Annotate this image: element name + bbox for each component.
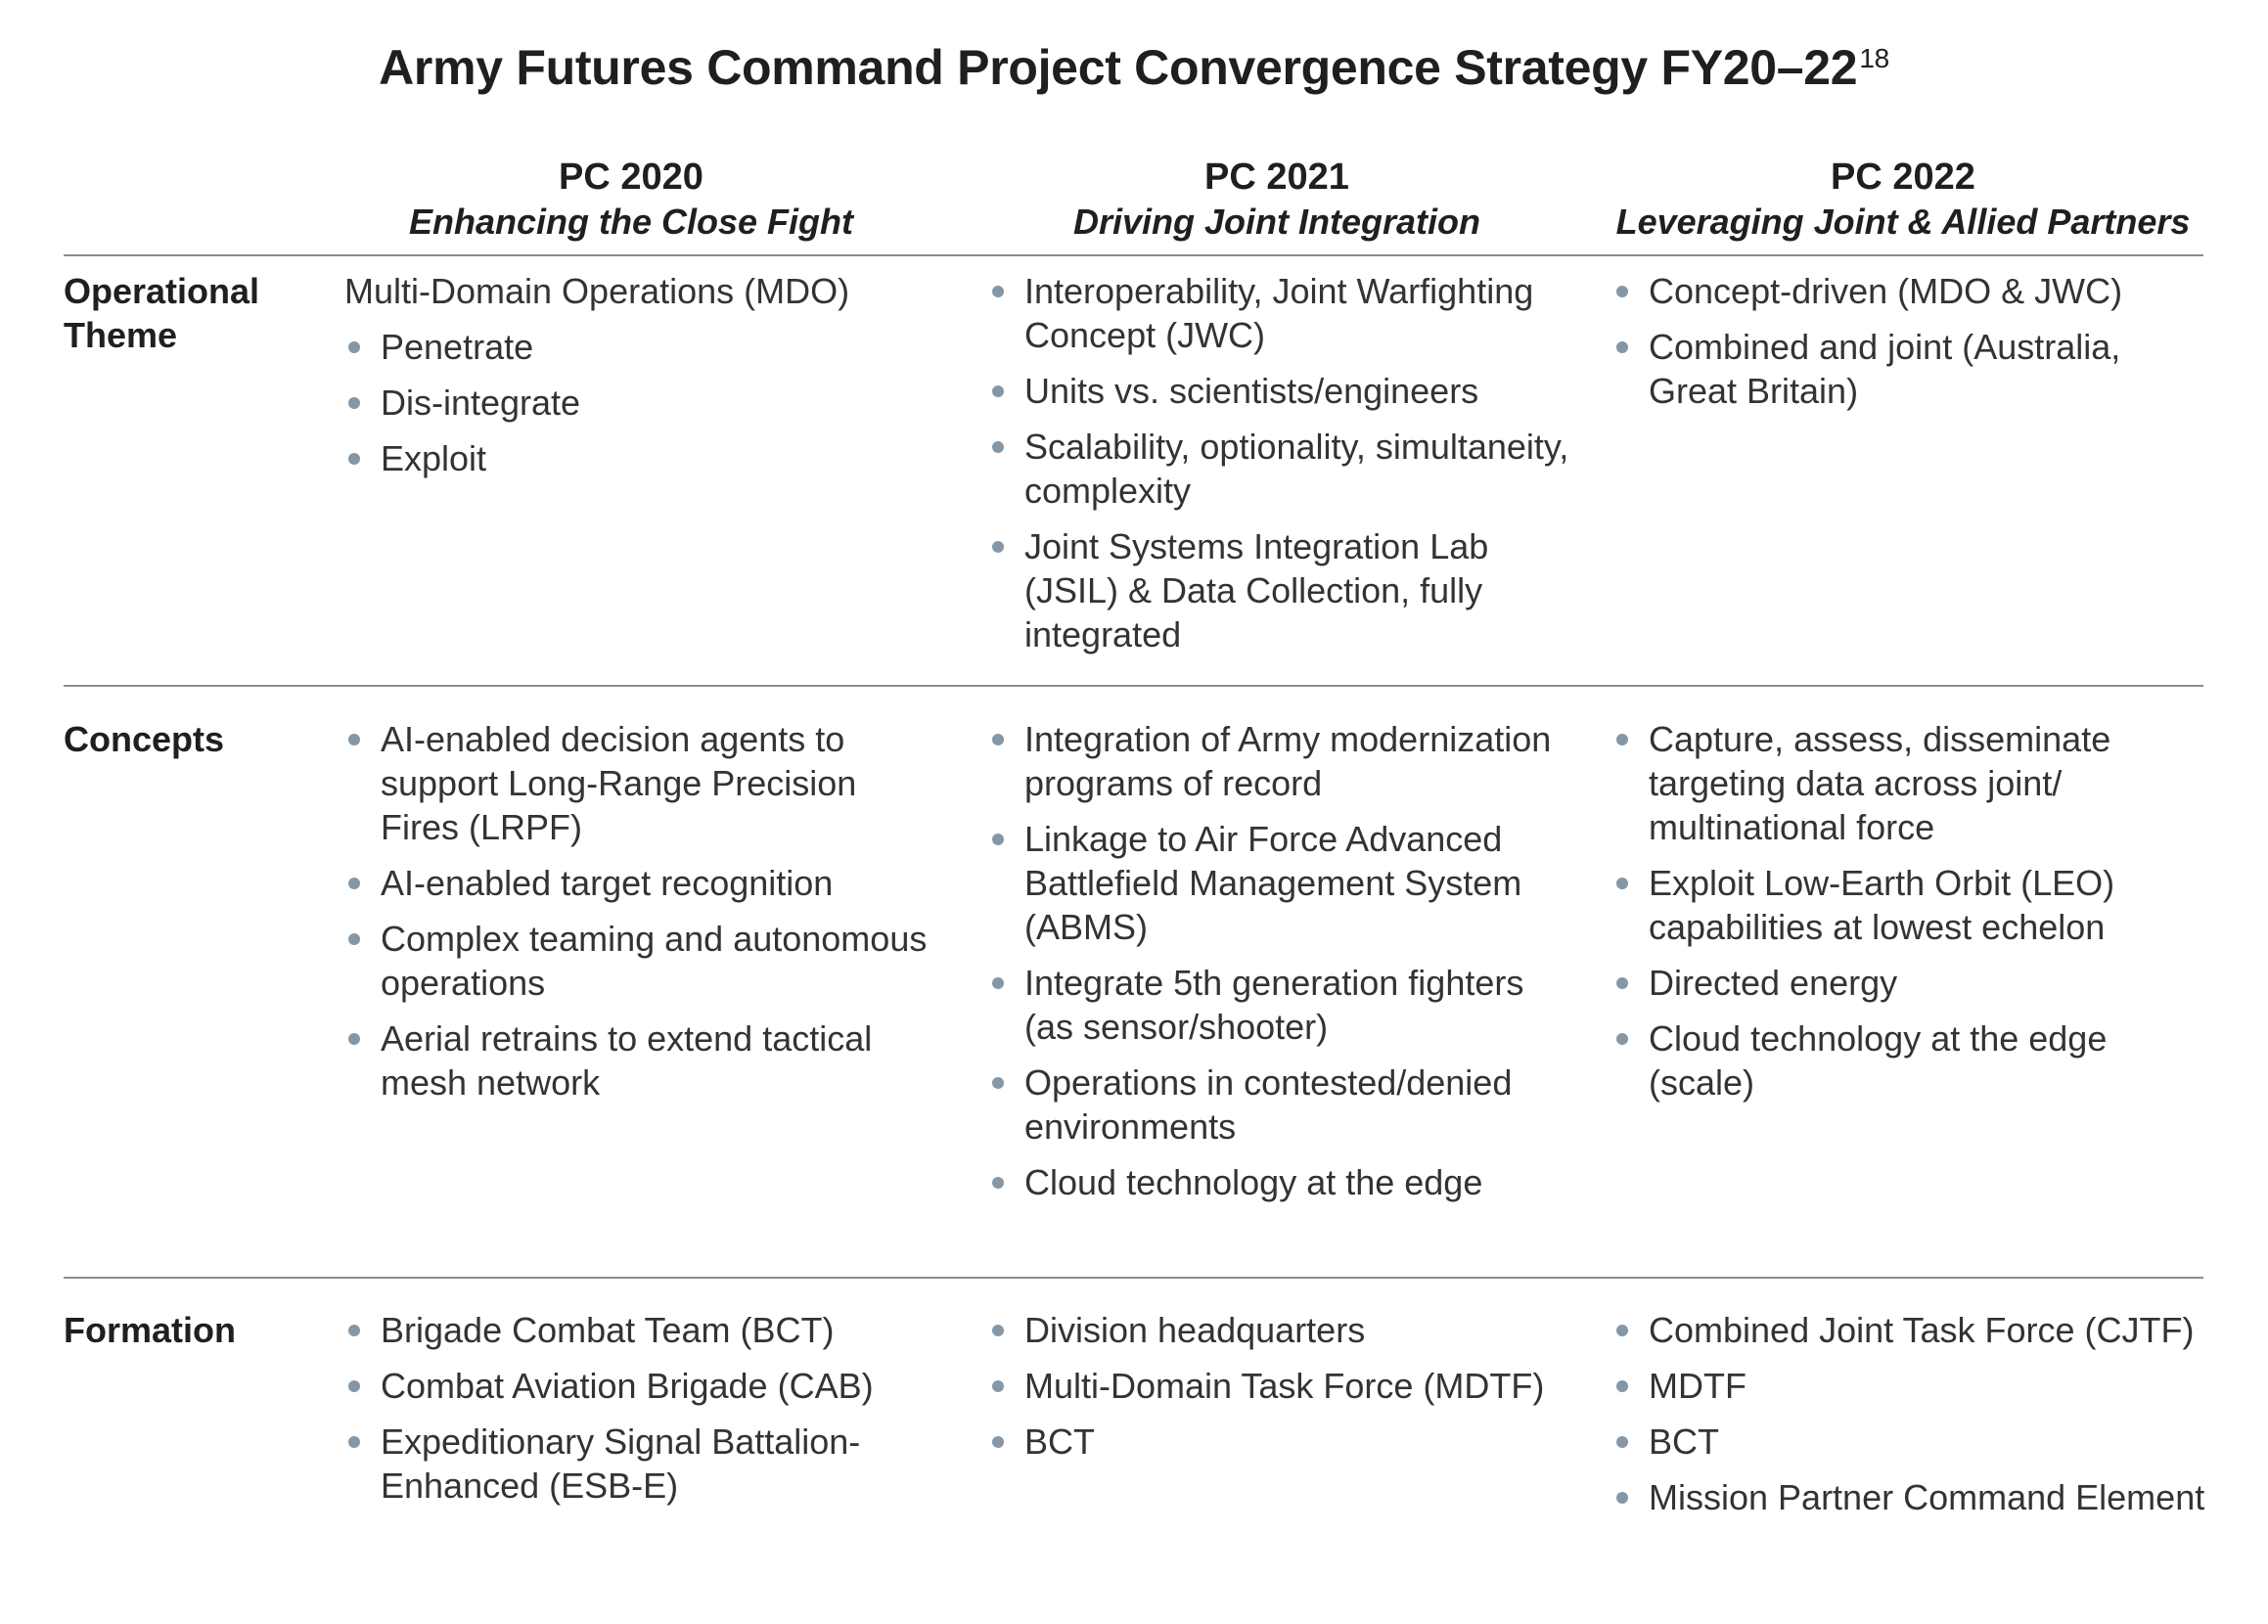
list-item-text: Combat Aviation Brigade (CAB)	[381, 1366, 874, 1406]
list-item-text: Combined Joint Task Force (CJTF)	[1649, 1310, 2195, 1350]
bullet-icon	[992, 1436, 1004, 1448]
bullet-icon	[348, 341, 360, 353]
bullet-list	[1612, 269, 2209, 413]
bullet-icon	[1616, 1436, 1628, 1448]
list-item	[1612, 717, 2209, 849]
bullet-list	[988, 1308, 1575, 1464]
cell-formation-pc2022	[1612, 1308, 2209, 1531]
row-divider	[64, 1277, 2203, 1279]
cell-operational-theme-pc2020	[344, 269, 931, 492]
cell-concepts-pc2022	[1612, 717, 2209, 1116]
list-item	[1612, 1016, 2209, 1105]
header-divider	[64, 254, 2203, 256]
title-footnote: 18	[1859, 43, 1889, 73]
bullet-list	[344, 1308, 931, 1508]
list-item-text: BCT	[1024, 1421, 1095, 1462]
bullet-icon	[992, 1177, 1004, 1189]
list-item-text: Expeditionary Signal Battalion-Enhanced (ESB-E)	[381, 1421, 861, 1506]
column-code: PC 2021	[1204, 157, 1349, 198]
list-item-text: Scalability, optionality, simultaneity, complexity	[1024, 427, 1569, 511]
list-item-text: Exploit	[381, 438, 487, 478]
bullet-list	[1612, 1308, 2209, 1519]
list-item	[988, 1060, 1575, 1149]
column-theme: Enhancing the Close Fight	[408, 202, 853, 242]
list-item-text: Joint Systems Integration Lab (JSIL) & Data Collection, fully integrated	[1024, 526, 1489, 654]
list-item	[988, 369, 1575, 413]
list-item-text: Concept-driven (MDO & JWC)	[1649, 271, 2123, 311]
list-item	[1612, 269, 2209, 313]
bullet-icon	[348, 397, 360, 409]
title-text: Army Futures Command Project Convergence Strategy FY20–22	[379, 40, 1858, 95]
list-item-text: Capture, assess, disseminate targeting data across joint/ multinational force	[1649, 719, 2111, 847]
list-item-text: Interoperability, Joint Warfighting Concept (JWC)	[1024, 271, 1534, 355]
column-code: PC 2020	[559, 157, 703, 198]
list-item	[1612, 1364, 2209, 1408]
row-divider	[64, 685, 2203, 687]
list-item-text: Cloud technology at the edge (scale)	[1649, 1018, 2108, 1103]
bullet-icon	[1616, 341, 1628, 353]
list-item-text: Units vs. scientists/engineers	[1024, 371, 1479, 411]
list-item	[988, 1364, 1575, 1408]
list-item	[988, 1160, 1575, 1204]
bullet-icon	[348, 453, 360, 465]
list-item	[344, 717, 931, 849]
column-header-pc2020	[338, 155, 925, 245]
bullet-icon	[348, 1033, 360, 1045]
bullet-icon	[348, 878, 360, 889]
bullet-list	[988, 269, 1575, 656]
row-label-formation: Formation	[64, 1310, 236, 1350]
bullet-icon	[992, 1077, 1004, 1089]
bullet-icon	[992, 541, 1004, 553]
bullet-icon	[1616, 1325, 1628, 1336]
bullet-list	[344, 717, 931, 1105]
bullet-list	[988, 717, 1575, 1204]
list-item-text: Division headquarters	[1024, 1310, 1366, 1350]
list-item-text: BCT	[1649, 1421, 1719, 1462]
bullet-icon	[992, 286, 1004, 297]
bullet-icon	[1616, 878, 1628, 889]
list-item-text: AI-enabled target recognition	[381, 863, 834, 903]
bullet-icon	[348, 1436, 360, 1448]
list-item-text: Combined and joint (Australia, Great Britain)	[1649, 327, 2121, 411]
bullet-icon	[1616, 1380, 1628, 1392]
bullet-icon	[992, 977, 1004, 989]
list-item	[1612, 1475, 2209, 1519]
cell-concepts-pc2020	[344, 717, 931, 1116]
list-item	[988, 1308, 1575, 1352]
cell-concepts-pc2021	[988, 717, 1575, 1216]
list-item-text: Integration of Army modernization programs of record	[1024, 719, 1552, 803]
list-item-text: Aerial retrains to extend tactical mesh network	[381, 1018, 873, 1103]
list-item	[1612, 325, 2209, 413]
list-item	[1612, 1308, 2209, 1352]
list-item-text: Exploit Low-Earth Orbit (LEO) capabilities at lowest echelon	[1649, 863, 2115, 947]
bullet-icon	[992, 1325, 1004, 1336]
list-item-text: Multi-Domain Task Force (MDTF)	[1024, 1366, 1545, 1406]
bullet-icon	[348, 1380, 360, 1392]
column-code: PC 2022	[1831, 157, 1975, 198]
bullet-icon	[992, 734, 1004, 745]
list-item	[988, 1420, 1575, 1464]
list-item-text: Brigade Combat Team (BCT)	[381, 1310, 835, 1350]
list-item-text: Directed energy	[1649, 963, 1898, 1003]
bullet-icon	[1616, 286, 1628, 297]
bullet-icon	[348, 1325, 360, 1336]
bullet-list	[1612, 717, 2209, 1105]
bullet-icon	[1616, 734, 1628, 745]
bullet-icon	[348, 734, 360, 745]
list-item-text: Complex teaming and autonomous operations	[381, 919, 928, 1003]
list-item	[344, 381, 931, 425]
page-title	[0, 39, 2268, 96]
list-item	[344, 436, 931, 480]
list-item	[988, 817, 1575, 949]
bullet-icon	[1616, 977, 1628, 989]
bullet-icon	[348, 933, 360, 945]
cell-formation-pc2021	[988, 1308, 1575, 1475]
bullet-list	[344, 325, 931, 480]
list-item	[344, 1016, 931, 1105]
cell-operational-theme-pc2022	[1612, 269, 2209, 425]
list-item-text: Operations in contested/denied environments	[1024, 1062, 1513, 1147]
list-item	[988, 717, 1575, 805]
list-item	[344, 1364, 931, 1408]
bullet-icon	[1616, 1492, 1628, 1504]
list-item-text: Mission Partner Command Element	[1649, 1477, 2205, 1517]
bullet-icon	[992, 834, 1004, 845]
list-item	[988, 425, 1575, 513]
column-theme: Leveraging Joint & Allied Partners	[1615, 202, 2191, 242]
list-item	[988, 961, 1575, 1049]
bullet-icon	[992, 385, 1004, 397]
bullet-icon	[992, 1380, 1004, 1392]
list-item-text: Linkage to Air Force Advanced Battlefield Management System (ABMS)	[1024, 819, 1522, 947]
list-item-text: Cloud technology at the edge	[1024, 1162, 1483, 1202]
list-item-text: Integrate 5th generation fighters (as sensor/shooter)	[1024, 963, 1524, 1047]
list-item	[1612, 861, 2209, 949]
list-item	[344, 1308, 931, 1352]
cell-lead-text: Multi-Domain Operations (MDO)	[344, 271, 850, 311]
column-header-pc2021	[974, 155, 1580, 245]
row-label-operational-theme: Operational Theme	[64, 271, 260, 355]
list-item	[344, 325, 931, 369]
cell-operational-theme-pc2021	[988, 269, 1575, 668]
list-item	[988, 524, 1575, 656]
column-theme: Driving Joint Integration	[1072, 202, 1480, 242]
list-item-text: AI-enabled decision agents to support Long-Range Precision Fires (LRPF)	[381, 719, 857, 847]
list-item	[344, 1420, 931, 1508]
bullet-icon	[992, 441, 1004, 453]
column-header-pc2022	[1600, 155, 2206, 245]
list-item	[988, 269, 1575, 357]
list-item	[344, 861, 931, 905]
list-item	[1612, 961, 2209, 1005]
list-item-text: MDTF	[1649, 1366, 1746, 1406]
bullet-icon	[1616, 1033, 1628, 1045]
list-item	[1612, 1420, 2209, 1464]
list-item-text: Dis-integrate	[381, 383, 581, 423]
row-label-concepts: Concepts	[64, 719, 225, 759]
list-item-text: Penetrate	[381, 327, 534, 367]
list-item	[344, 917, 931, 1005]
cell-formation-pc2020	[344, 1308, 931, 1519]
